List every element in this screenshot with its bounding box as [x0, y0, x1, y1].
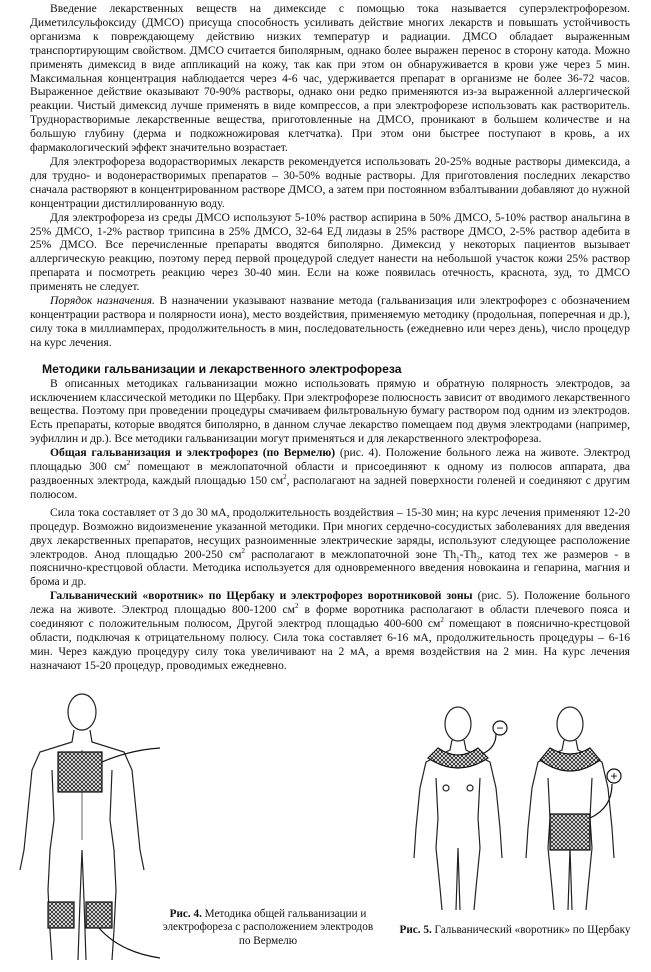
legs-inner: [78, 850, 86, 960]
plus-sign: +: [610, 769, 618, 783]
prescription-lead: Порядок назначения.: [50, 294, 155, 308]
electrode-wire-top: [102, 748, 160, 762]
paragraph-vermel-method: [30, 446, 630, 502]
sup-2: 2: [126, 459, 131, 468]
paragraph-dmso-solutions: Для электрофореза водорастворимых лекарств рекомендуется использовать 20-25% водные растворы димексида, а для трудно- и водонерастворимых препаратов – 30-50% водные растворы. Для приготовления последних лекарство сначала растворяют в концентрированном растворе ДМСО, а затем при постоянном взбалтывании добавляют до нужной концентрации дистиллированную воду.: [30, 154, 630, 210]
current-text-c: -Th: [459, 547, 477, 561]
minus-wire: [482, 734, 496, 754]
figure-4-caption-text: Методика общей гальванизации и электрофореза с расположением электродов по Вермелю: [162, 908, 374, 947]
front-figure: [414, 707, 502, 910]
figure-5-label: Рис. 5.: [399, 924, 432, 936]
figure-5-caption: [384, 924, 646, 937]
head-shape: [68, 694, 96, 730]
prescription-text: В назначении указывают название метода (гальванизация или электрофорез с обозначением концентрации раствора и полярности иона), место воздействия, применяемую методику (продольная, поперечная и др.), силу тока в миллиамперах, продолжительность в мин, последовательность (ежедневно или через день), число процедур на курс лечения.: [30, 294, 630, 349]
collar-lead: Гальванический «воротник» по Щербаку и электрофорез воротниковой зоны: [50, 589, 473, 603]
figure-4-illustration: [10, 690, 160, 972]
figure-4-caption: [162, 908, 374, 948]
lumbar-electrode: [550, 814, 590, 850]
current-text-a: Сила тока составляет от 3 до 30 мА, продолжительность воздействия – 15-30 мин; на курс лечения применяют 12-20 процедур. Возможно видоизменение указанной методики. При многих сердечно-сосудистых заболеваниях для введения двух лекарственных препаратов, несущих разноименные электрические заряды, используют следующее расположение электродов. Анод площадью 200-250 см: [30, 505, 630, 561]
left-leg-electrode: [48, 902, 74, 928]
figure-5-illustration: [400, 698, 650, 910]
paragraph-current-strength: [30, 506, 630, 589]
document-page: [30, 2, 630, 673]
sub-1: 1: [456, 554, 460, 563]
paragraph-dmso-drugs: Для электрофореза из среды ДМСО используют 5-10% раствор аспирина в 50% ДМСО, 5-10% раствор анальгина в 25% ДМСО, 1-2% раствор трипсина в 25% ДМСО, 32-64 ЕД лидазы в 25% растворе ДМСО, 2-5% раствор адебита в 25% ДМСО. Все перечисленные препараты вводятся биполярно. Димексид у некоторых пациентов вызывает аллергическую реакцию, поэтому перед первой процедурой следует нанести на небольшой участок кожи 25% раствор препарата и посмотреть реакцию через 30-40 мин. Если на коже появилась отечность, краснота, зуд, то ДМСО применять не следует.: [30, 210, 630, 294]
sup-2: 2: [241, 546, 245, 555]
collar-text-c: помещают в пояснично-крестцовой области, подключая к отрицательному полюсу. Сила тока составляет 6-16 мА, продолжительность процедуры – 6-16 мин. Через каждую процедуру силу тока увеличивают на 2 мА, а время воздействия на 2 мин. На курс лечения назначают 15-20 процедур, проводимых ежедневно.: [30, 617, 630, 672]
sub-2: 2: [476, 554, 480, 563]
minus-sign: −: [496, 721, 504, 735]
current-text-d: , катод тех же размеров - в пояснично-крестцовой области. Методика используется для одновременного введения новокаина и гепарина, магния и брома и др.: [30, 547, 630, 589]
vermel-lead: Общая гальванизация и электрофорез (по Вермелю): [50, 446, 336, 460]
sup-2: 2: [440, 616, 444, 625]
right-leg-electrode: [86, 902, 112, 928]
paragraph-dmso-intro: Введение лекарственных веществ на димексиде с помощью тока называется суперэлектрофорезом. Диметилсульфоксиду (ДМСО) присуща способность усиливать действие многих лекарств и повышать устойчивость организма к повреждающему действию низких температур и радиации. ДМСО обладает выраженным транспортирующим свойством. ДМСО считается биполярным, однако более выражен перенос в сторону катода. Можно применять димексид в виде аппликаций на кожу, так как при этом он обнаруживается в крови уже через 5 мин. Максимальная концентрация наблюдается через 4-6 час, удерживается препарат в организме не более 36-72 часов. Выраженное действие оказывают 70-90% растворы, однако они редко применяются из-за выраженной аллергической реакции. Чистый димексид лучше применять в виде компрессов, а при электрофорезе использовать как растворитель. Труднорастворимые лекарственные вещества, приготовленные на ДМСО, проникают в большем количестве и на большую глубину (дерма и подкожножировая клетчатка). При этом они быстрее поступают в кровь, а их фармакологический эффект значительно возрастает.: [30, 2, 630, 155]
sup-2: 2: [294, 602, 299, 611]
figure-4-label: Рис. 4.: [169, 908, 202, 920]
back-collar-electrode: [540, 748, 600, 771]
back-figure: [526, 707, 614, 910]
vermel-text-b: помещают в межлопаточной области и присоединяют к одному из полюсов аппарата, два раздвоенных электрода, каждый площадью 150 см: [30, 460, 630, 487]
vermel-text-c: , располагают на задней поверхности голеней и соединяют с другим полюсом.: [30, 474, 630, 501]
front-collar-electrode: [428, 748, 488, 768]
paragraph-prescription-order: [30, 294, 630, 350]
collar-text-a: (рис. 5). Положение больного лежа на животе. Электрод площадью 800-1200 см: [30, 589, 630, 617]
current-text-b: располагают в межлопаточной зоне Th: [244, 547, 457, 561]
sup-2: 2: [283, 473, 287, 482]
vermel-text-a: (рис. 4). Положение больного лежа на животе. Электрод площадью 300 см: [30, 446, 630, 474]
electrode-wire-bottom: [99, 928, 160, 958]
interscapular-electrode: [58, 752, 102, 792]
figure-5-caption-text: Гальванический «воротник» по Щербаку: [431, 924, 631, 936]
collar-text-b: в форме воротника располагают в области плечевого пояса и соединяют с положительным полюсом, Другой электрод площадью 400-600 см: [30, 603, 630, 631]
paragraph-collar-method: [30, 589, 630, 672]
paragraph-methods-intro: В описанных методиках гальванизации можно использовать прямую и обратную полярность электродов, за исключением классической методики по Щербаку. При электрофорезе полюсность зависит от вводимого лекарственного вещества. Поэтому при проведении процедуры смачиваем фильтровальную бумагу раствором под одним из электродов. Есть препараты, которые вводятся биполярно, в данном случае лекарство помещаем под двумя электродами (например, эуфиллин и др.). Все методики гальванизации могут применяться и для лекарственного электрофореза.: [30, 376, 630, 446]
section-heading: Методики гальванизации и лекарственного электрофореза: [42, 361, 402, 376]
